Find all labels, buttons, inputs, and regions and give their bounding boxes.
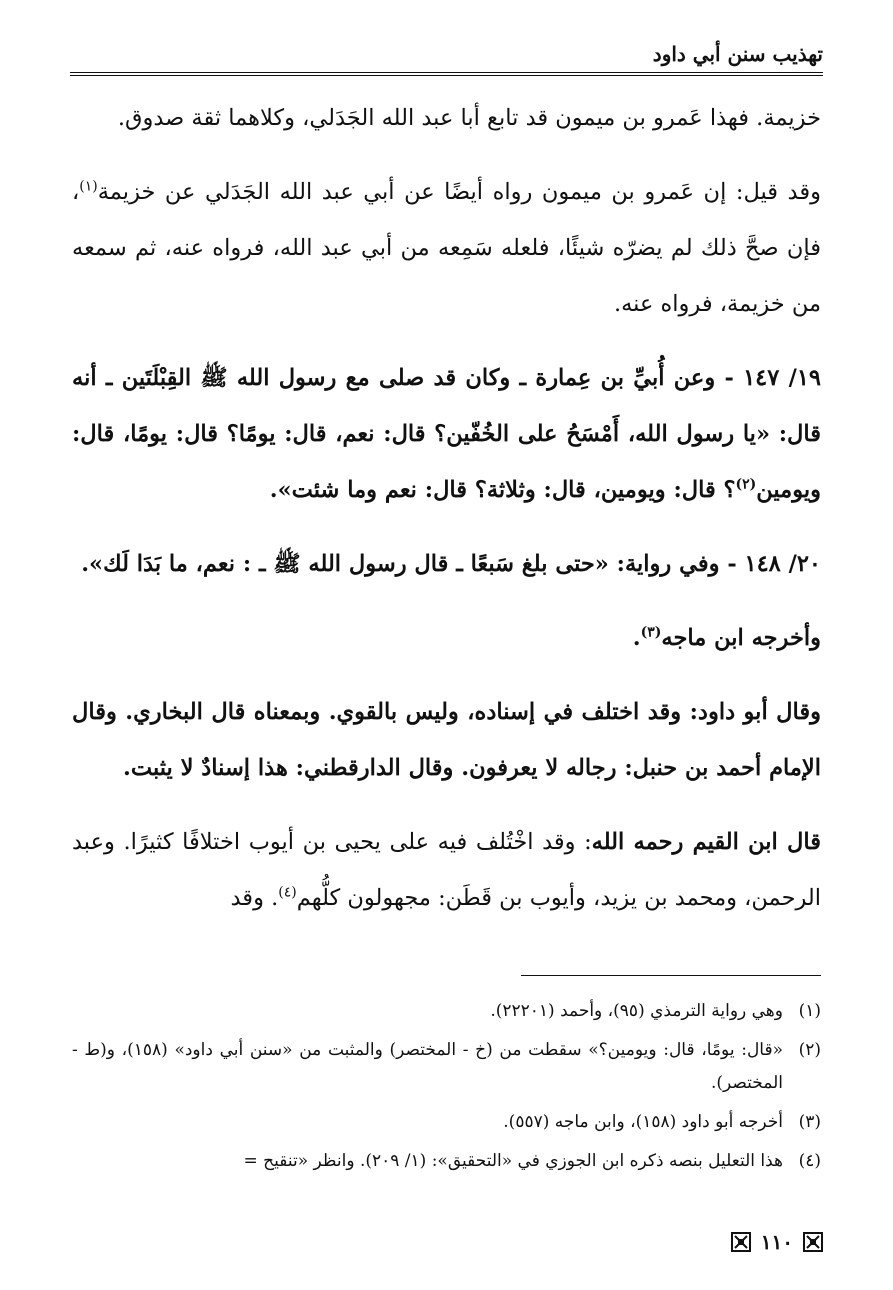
footnote-mark-3[interactable]: (٣) bbox=[640, 624, 662, 641]
footnote-mark-2[interactable]: (٢) bbox=[735, 476, 757, 493]
footnote-1: (١) وهي رواية الترمذي (٩٥)، وأحمد (٢٢٢٠١). bbox=[490, 1001, 821, 1021]
footnote-mark-4[interactable]: (٤) bbox=[278, 884, 297, 901]
hadith-148: ٢٠/ ١٤٨ - وفي رواية: «حتى بلغ سَبعًا ـ قال رسول الله ﷺ ـ : نعم، ما بَدَا لَك». bbox=[81, 551, 821, 577]
header-title: تهذيب سنن أبي داود bbox=[652, 42, 823, 66]
ornament-icon bbox=[803, 1232, 823, 1252]
footnote-3: (٣) أخرجه أبو داود (١٥٨)، وابن ماجه (٥٥٧). bbox=[503, 1112, 821, 1132]
footnote-mark-1[interactable]: (١) bbox=[79, 178, 98, 195]
main-text bbox=[72, 90, 821, 944]
footnote-2: (٢) «قال: يومًا، قال: ويومين؟» سقطت من (خ - المختصر) والمثبت من «سنن أبي داود» (١٥٨)، و(ط - المختصر). bbox=[72, 1040, 821, 1093]
paragraph-abu-dawud: وقال أبو داود: وقد اختلف في إسناده، وليس بالقوي. وبمعناه قال البخاري. وقال الإمام أحمد بن حنبل: رجاله لا يعرفون. وقال الدارقطني: هذا إسنادٌ لا يثبت. bbox=[72, 699, 821, 781]
paragraph-1: خزيمة. فهذا عَمرو بن ميمون قد تابع أبا عبد الله الجَدَلي، وكلاهما ثقة صدوق. bbox=[117, 105, 821, 131]
page-number: ١١٠ bbox=[760, 1230, 793, 1254]
paragraph-ibn-majah: وأخرجه ابن ماجه$^{(٣)}$. bbox=[632, 624, 821, 651]
page-number-block bbox=[731, 1230, 823, 1254]
footnote-4: (٤) هذا التعليل بنصه ذكره ابن الجوزي في «التحقيق»: (١/ ٢٠٩). وانظر «تنقيح = bbox=[243, 1151, 821, 1171]
footnotes bbox=[72, 995, 821, 1184]
hadith-147: ١٩/ ١٤٧ - وعن أُبيِّ بن عِمارة ـ وكان قد صلى مع رسول الله ﷺ القِبْلَتَين ـ أنه قال: «يا رسول الله، أَمْسَحُ على الخُفّين؟ قال: نعم، قال: يومًا؟ قال: يومًا، قال: ويومين$^{(٢)}$؟ قال: ويومين، قال: وثلاثة؟ قال: نعم وما شئت». bbox=[72, 365, 821, 503]
paragraph-2: وقد قيل: إن عَمرو بن ميمون رواه أيضًا عن أبي عبد الله الجَدَلي عن خزيمة$^{(١)}$، فإن صحَّ ذلك لم يضرّه شيئًا، فلعله سَمِعه من أبي عبد الله، فرواه عنه، ثم سمعه من خزيمة، فرواه عنه. bbox=[72, 178, 821, 317]
running-header bbox=[70, 28, 823, 76]
paragraph-ibn-qayyim: قال ابن القيم رحمه الله: وقد اخْتُلف فيه على يحيى بن أيوب اختلافًا كثيرًا. وعبد الرحمن، ومحمد بن يزيد، وأيوب بن قَطَن: مجهولون كلُّهم$^{(٤)}$. وقد bbox=[72, 829, 821, 911]
ornament-icon bbox=[731, 1232, 751, 1252]
footnote-separator bbox=[521, 975, 821, 994]
